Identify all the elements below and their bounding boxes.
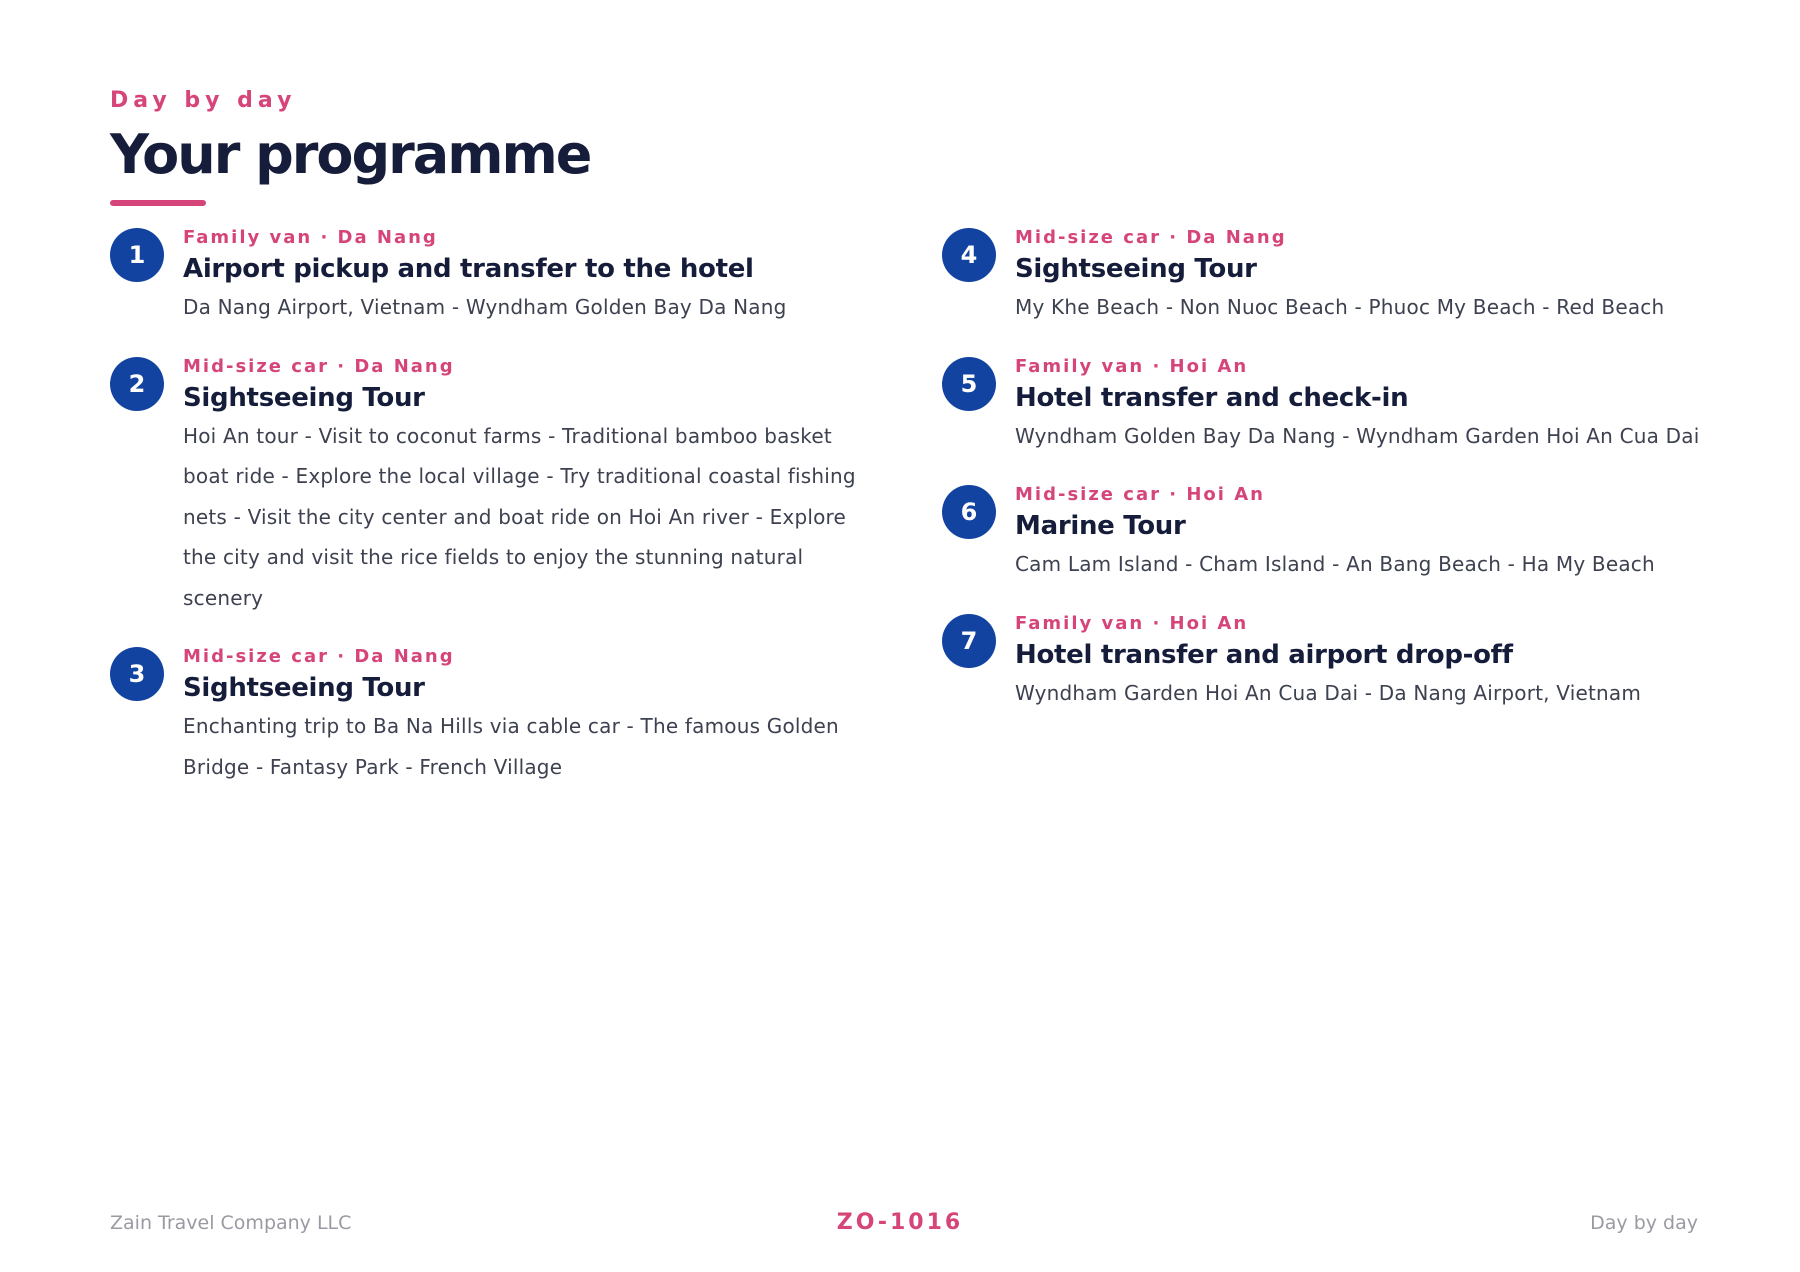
day-title: Airport pickup and transfer to the hotel	[183, 254, 754, 284]
day-number-badge: 3	[110, 647, 164, 701]
day-item-6	[942, 482, 1702, 585]
day-title: Marine Tour	[1015, 511, 1186, 541]
day-meta: Mid-size car · Da Nang	[1015, 227, 1287, 248]
day-description: Wyndham Golden Bay Da Nang - Wyndham Garden Hoi An Cua Dai	[1015, 423, 1700, 448]
day-column-left	[110, 225, 870, 813]
day-meta: Mid-size car · Da Nang	[183, 355, 455, 377]
day-title: Sightseeing Tour	[183, 382, 425, 413]
page-footer	[0, 1212, 1800, 1242]
day-meta: Family van · Hoi An	[1015, 612, 1249, 634]
day-item-1	[110, 225, 870, 328]
title-underline	[110, 200, 206, 206]
day-description: Hoi An tour - Visit to coconut farms - Traditional bamboo basket boat ride - Explore the local village - Try traditional coastal fishing nets - Visit the city center and boat ride on Hoi An river - Explore the city and visit the rice fields to enjoy the stunning natural scenery	[183, 423, 856, 610]
day-item-7	[942, 611, 1702, 714]
day-item-2	[110, 354, 870, 619]
day-meta: Mid-size car · Hoi An	[1015, 484, 1265, 505]
day-meta: Mid-size car · Da Nang	[183, 646, 455, 667]
day-item-3	[110, 644, 870, 787]
day-number-badge: 5	[942, 357, 996, 411]
footer-reference: ZO-1016	[836, 1210, 964, 1235]
day-meta: Family van · Da Nang	[183, 227, 438, 248]
day-title: Sightseeing Tour	[183, 673, 425, 703]
day-description: My Khe Beach - Non Nuoc Beach - Phuoc My Beach - Red Beach	[1015, 295, 1665, 319]
day-title: Sightseeing Tour	[1015, 254, 1257, 284]
section-eyebrow: Day by day	[110, 88, 297, 113]
day-number-badge: 1	[110, 228, 164, 282]
day-meta: Family van · Hoi An	[1015, 355, 1249, 377]
day-number-badge: 4	[942, 228, 996, 282]
day-description: Da Nang Airport, Vietnam - Wyndham Golden Bay Da Nang	[183, 295, 787, 319]
page-title: Your programme	[110, 123, 591, 186]
day-item-4	[942, 225, 1702, 328]
footer-company: Zain Travel Company LLC	[110, 1212, 352, 1234]
day-description: Enchanting trip to Ba Na Hills via cable car - The famous Golden Bridge - Fantasy Park - French Village	[183, 714, 839, 779]
day-column-right	[942, 225, 1702, 739]
day-title: Hotel transfer and airport drop-off	[1015, 639, 1513, 670]
day-item-5	[942, 354, 1702, 457]
day-number-badge: 7	[942, 614, 996, 668]
page-header	[110, 86, 590, 206]
day-number-badge: 2	[110, 357, 164, 411]
footer-section: Day by day	[1590, 1212, 1698, 1234]
day-description: Wyndham Garden Hoi An Cua Dai - Da Nang Airport, Vietnam	[1015, 680, 1642, 705]
day-description: Cam Lam Island - Cham Island - An Bang Beach - Ha My Beach	[1015, 552, 1655, 576]
day-title: Hotel transfer and check-in	[1015, 382, 1409, 413]
day-number-badge: 6	[942, 485, 996, 539]
